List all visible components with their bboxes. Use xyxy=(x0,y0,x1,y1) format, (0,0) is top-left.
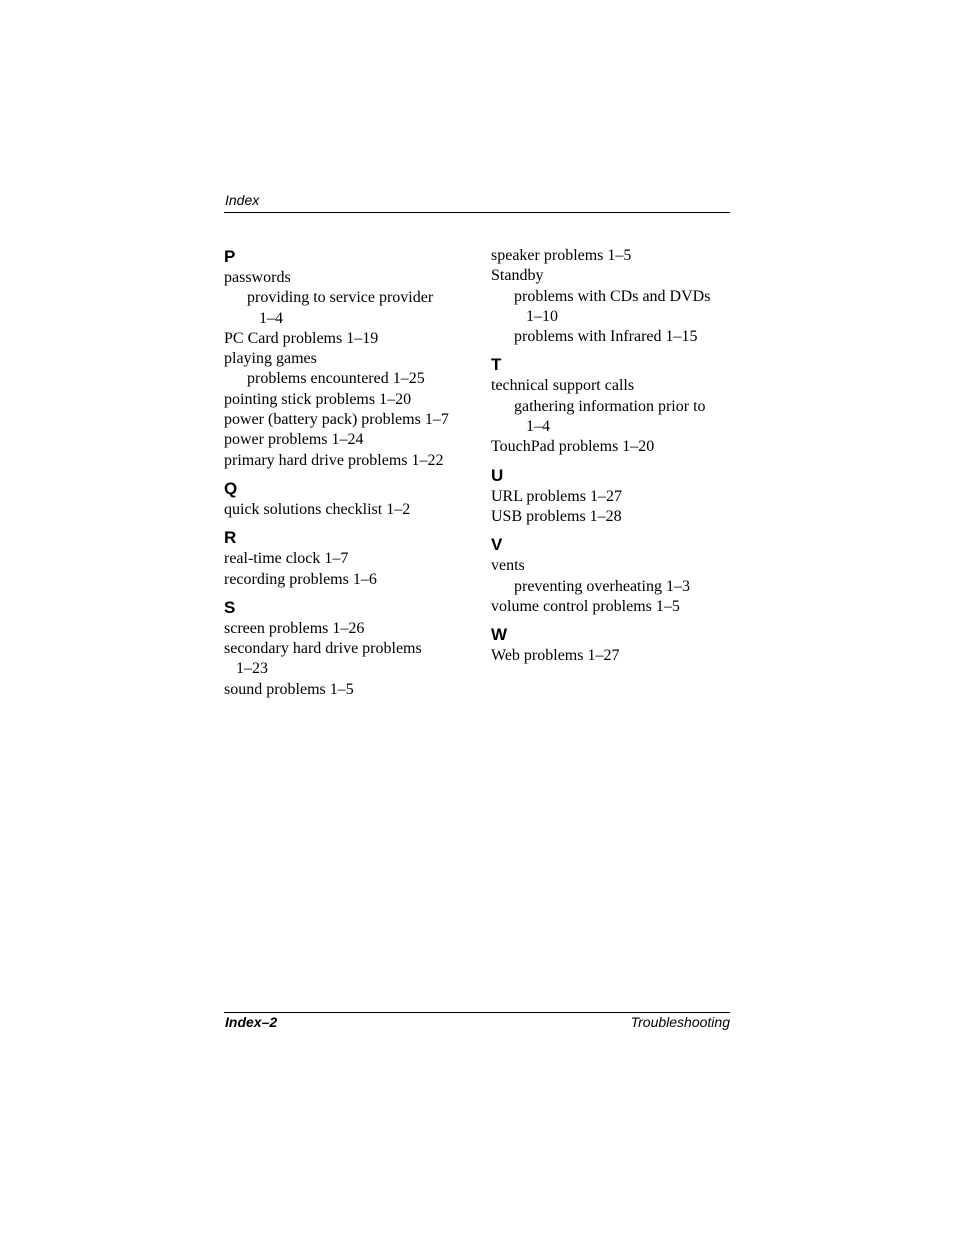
index-subentry-continuation: 1–10 xyxy=(526,307,558,325)
index-entry: quick solutions checklist 1–2 xyxy=(224,500,411,518)
index-entry: pointing stick problems 1–20 xyxy=(224,390,412,408)
index-subentry-continuation: 1–4 xyxy=(259,309,283,327)
index-entry: playing games xyxy=(224,350,317,368)
index-entry: USB problems 1–28 xyxy=(491,507,622,525)
index-entry: speaker problems 1–5 xyxy=(491,247,632,264)
section-letter-t: T xyxy=(491,355,502,375)
index-subentry: problems with Infrared 1–15 xyxy=(514,328,698,346)
section-letter-w: W xyxy=(491,625,508,645)
index-entry: PC Card problems 1–19 xyxy=(224,329,379,347)
section-letter-s: S xyxy=(224,597,236,617)
index-entry: vents xyxy=(491,557,525,575)
index-entry: Standby xyxy=(491,267,544,285)
running-header: Index xyxy=(225,192,260,208)
index-entry: Web problems 1–27 xyxy=(491,647,620,665)
section-letter-r: R xyxy=(224,528,237,548)
index-entry: primary hard drive problems 1–22 xyxy=(224,451,444,469)
index-entry-continuation: 1–23 xyxy=(236,660,268,678)
page-number: Index–2 xyxy=(225,1014,278,1030)
section-letter-v: V xyxy=(491,535,503,555)
index-column-left xyxy=(224,246,474,700)
footer-title: Troubleshooting xyxy=(630,1014,730,1030)
index-subentry: problems encountered 1–25 xyxy=(247,370,425,388)
index-entry: secondary hard drive problems xyxy=(224,640,422,658)
index-subentry: providing to service provider xyxy=(247,289,434,307)
section-letter-q: Q xyxy=(224,478,238,498)
index-entry: URL problems 1–27 xyxy=(491,487,622,505)
index-entry: passwords xyxy=(224,269,291,286)
index-column-right xyxy=(491,246,731,666)
index-subentry-continuation: 1–4 xyxy=(526,418,550,436)
index-entry: technical support calls xyxy=(491,377,635,395)
index-entry: recording problems 1–6 xyxy=(224,570,377,588)
index-entry: volume control problems 1–5 xyxy=(491,597,680,615)
index-subentry: gathering information prior to xyxy=(514,397,706,415)
index-entry: TouchPad problems 1–20 xyxy=(491,438,655,456)
section-letter-u: U xyxy=(491,465,504,485)
section-letter-p: P xyxy=(224,247,236,266)
header-rule xyxy=(224,212,730,213)
footer-rule xyxy=(224,1012,730,1013)
index-entry: screen problems 1–26 xyxy=(224,619,365,637)
index-subentry: preventing overheating 1–3 xyxy=(514,577,690,595)
index-entry: real-time clock 1–7 xyxy=(224,550,349,568)
index-entry: power problems 1–24 xyxy=(224,431,364,449)
index-entry: power (battery pack) problems 1–7 xyxy=(224,411,449,429)
index-entry: sound problems 1–5 xyxy=(224,680,354,698)
index-subentry: problems with CDs and DVDs xyxy=(514,287,711,305)
